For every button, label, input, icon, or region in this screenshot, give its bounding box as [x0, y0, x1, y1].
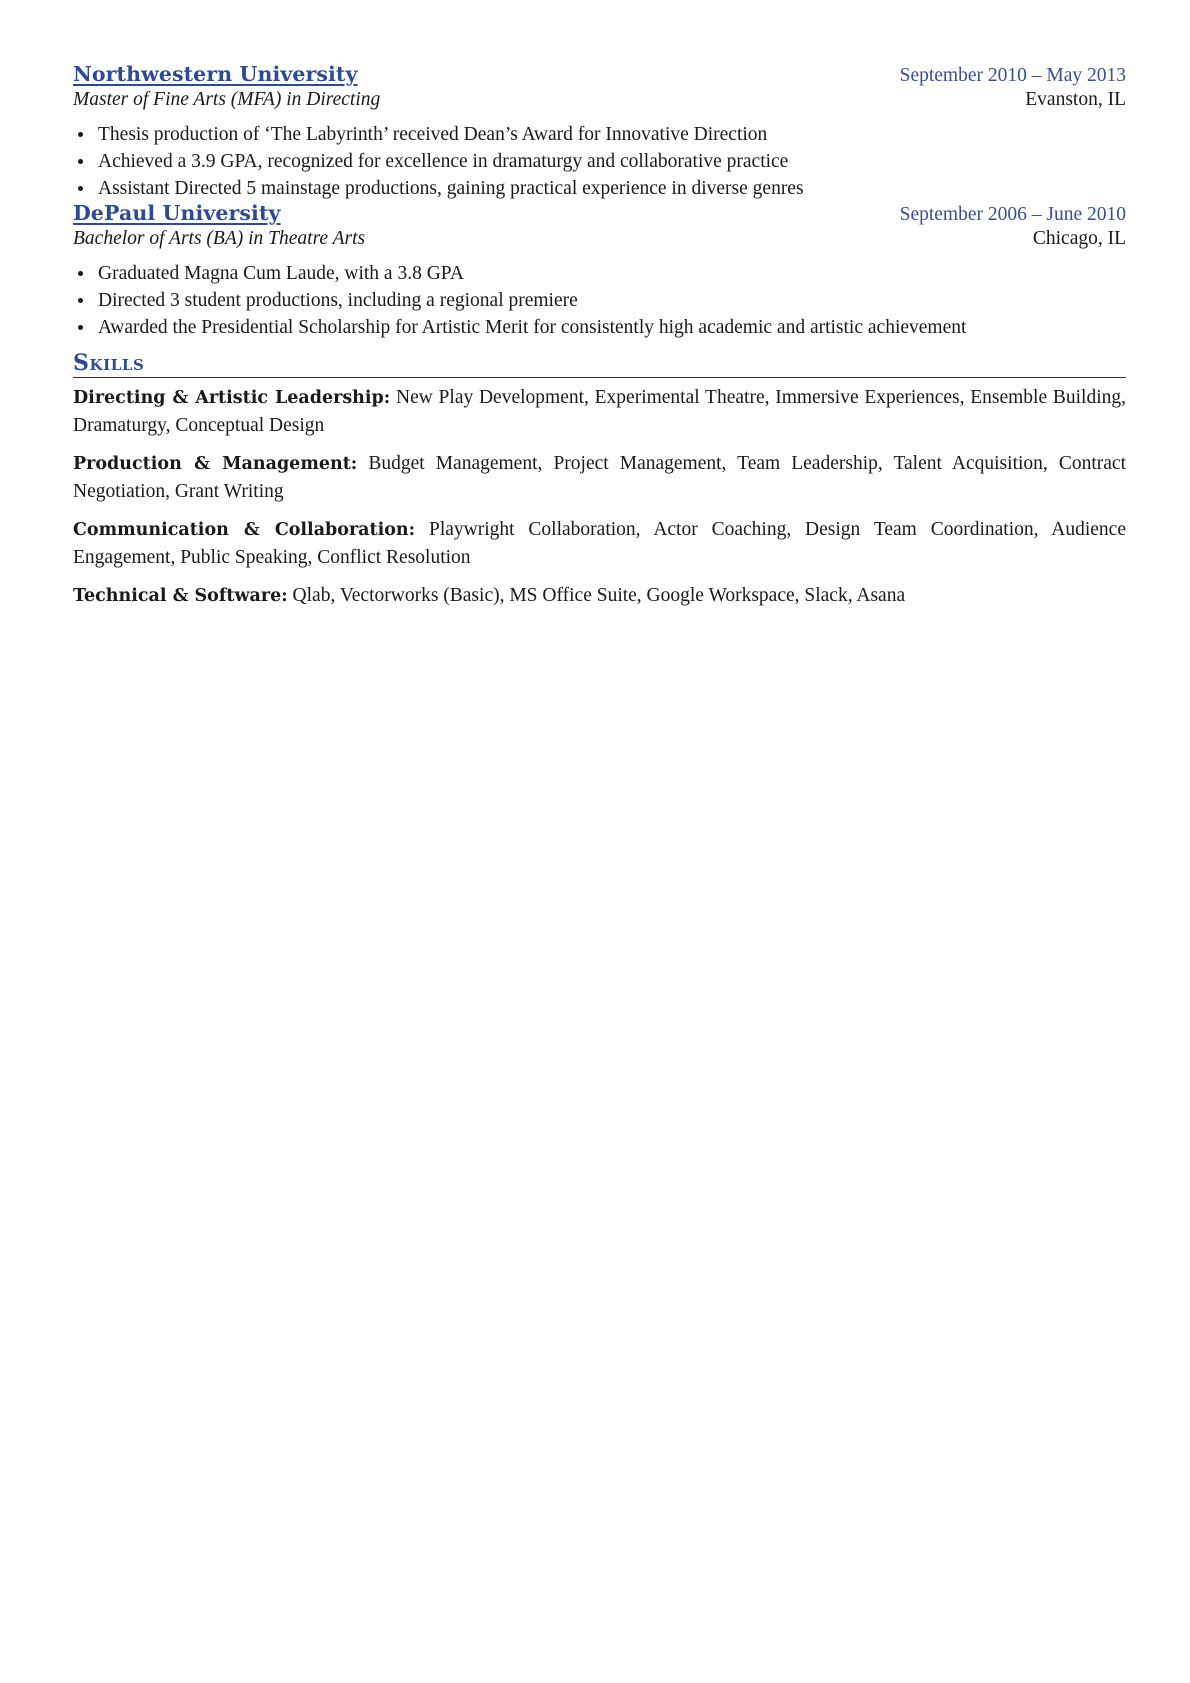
achievement-text: Graduated Magna Cum Laude, with a 3.8 GPA [98, 263, 464, 284]
degree-title: Bachelor of Arts (BA) in Theatre Arts [73, 228, 366, 249]
skill-entry [73, 450, 1126, 505]
list-item [73, 121, 1126, 148]
section-heading-skills: Skills [73, 349, 1126, 378]
bullet-icon [78, 325, 83, 330]
list-item [73, 314, 1126, 341]
list-item [73, 175, 1126, 202]
skill-entry [73, 582, 1126, 610]
bullet-icon [78, 132, 83, 137]
list-item [73, 287, 1126, 314]
education-dates: September 2010 – May 2013 [899, 65, 1126, 86]
achievement-text: Thesis production of ‘The Labyrinth’ received Dean’s Award for Innovative Direction [98, 124, 768, 145]
school-name-link[interactable]: Northwestern University [73, 62, 358, 86]
education-subheader-row [73, 89, 1126, 111]
education-dates: September 2006 – June 2010 [899, 204, 1126, 225]
bullet-icon [78, 271, 83, 276]
achievement-text: Awarded the Presidential Scholarship for Artistic Merit for consistently high academic and artistic achievement [98, 317, 967, 338]
skill-list: Qlab, Vectorworks (Basic), MS Office Suite, Google Workspace, Slack, Asana [292, 585, 906, 606]
achievement-list [73, 260, 1126, 341]
achievement-text: Directed 3 student productions, including a regional premiere [98, 290, 578, 311]
skill-category: Communication & Collaboration: [73, 520, 416, 540]
skill-category: Production & Management: [73, 454, 358, 474]
education-subheader-row [73, 228, 1126, 250]
list-item [73, 148, 1126, 175]
bullet-icon [78, 186, 83, 191]
skill-category: Directing & Artistic Leadership: [73, 388, 391, 408]
skill-list: Playwright Collaboration, Actor Coaching, Design Team Coordination, Audience Engagement, Public Speaking, Conflict Resolution [73, 519, 1126, 568]
education-entry [73, 201, 1126, 341]
skill-entry [73, 516, 1126, 571]
bullet-icon [78, 159, 83, 164]
education-header-row [73, 201, 1126, 226]
education-header-row [73, 62, 1126, 87]
degree-title: Master of Fine Arts (MFA) in Directing [73, 89, 381, 110]
skill-category: Technical & Software: [73, 586, 288, 606]
bullet-icon [78, 298, 83, 303]
skill-entry [73, 384, 1126, 439]
education-location: Chicago, IL [1032, 228, 1126, 249]
skill-list: New Play Development, Experimental Theatre, Immersive Experiences, Ensemble Building, Dramaturgy, Conceptual Design [73, 387, 1126, 436]
education-location: Evanston, IL [1025, 89, 1126, 110]
skill-list: Budget Management, Project Management, Team Leadership, Talent Acquisition, Contract Negotiation, Grant Writing [73, 453, 1126, 502]
achievement-list [73, 121, 1126, 202]
achievement-text: Achieved a 3.9 GPA, recognized for excellence in dramaturgy and collaborative practice [98, 151, 789, 172]
resume-page [73, 62, 1126, 610]
school-name-link[interactable]: DePaul University [73, 201, 281, 225]
education-entry [73, 62, 1126, 202]
achievement-text: Assistant Directed 5 mainstage productions, gaining practical experience in diverse genres [98, 178, 804, 199]
list-item [73, 260, 1126, 287]
